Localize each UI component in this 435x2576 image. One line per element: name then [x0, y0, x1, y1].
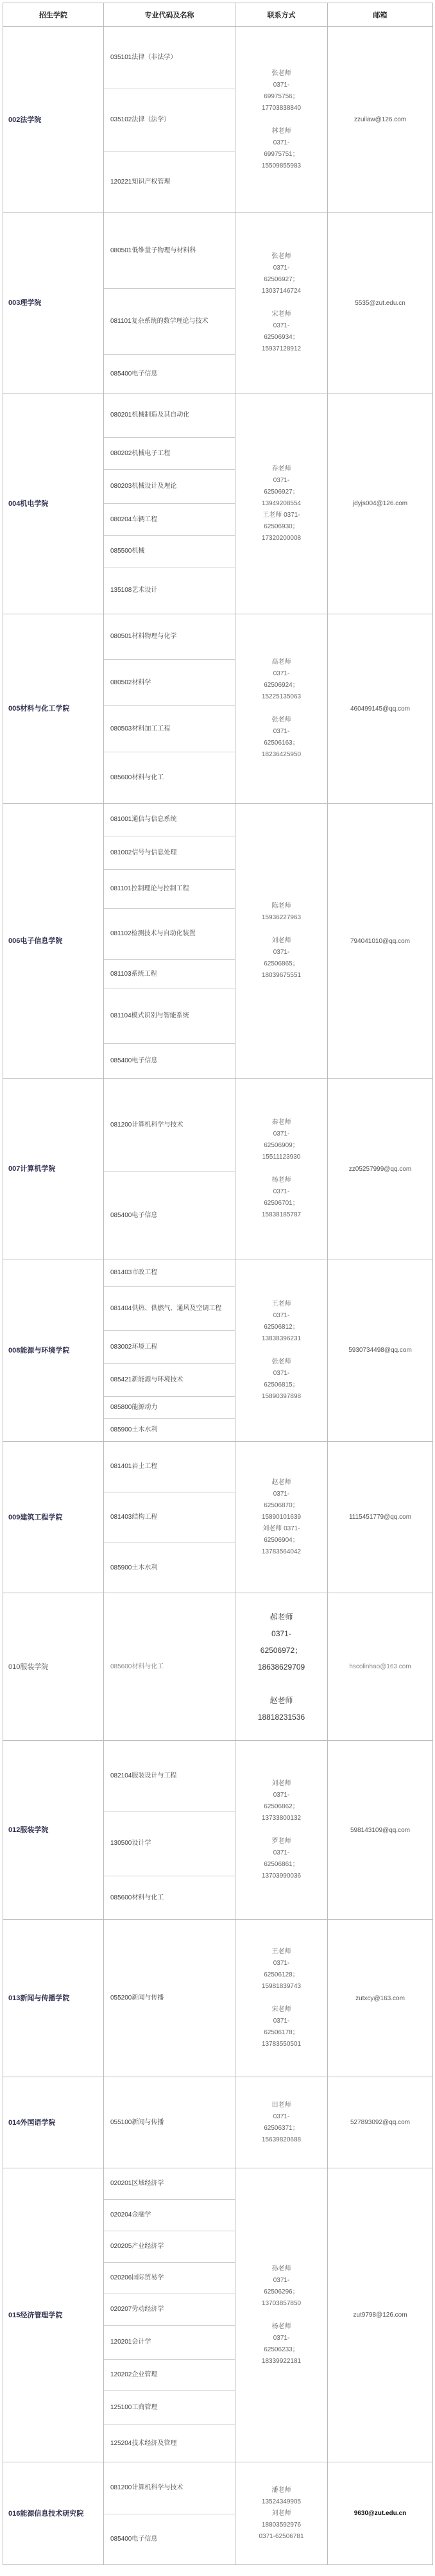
- program-list: [104, 1593, 235, 1740]
- table-row: [3, 393, 433, 614]
- table-row: [3, 614, 433, 804]
- admissions-table: [3, 3, 433, 2565]
- college-cell: 015经济管理学院: [3, 2168, 104, 2462]
- program-item: 085600材料与化工: [110, 774, 164, 781]
- program-item: 081403市政工程: [104, 1259, 235, 1287]
- program-cell: [104, 1593, 235, 1741]
- program-item: 085600材料与化工: [110, 1894, 164, 1901]
- program-item: 020204金融学: [104, 2200, 235, 2231]
- program-item: 083002环境工程: [104, 1331, 235, 1364]
- program-cell: [104, 2077, 235, 2168]
- college-cell: 005材料与化工学院: [3, 614, 104, 804]
- table-row: [3, 1079, 433, 1259]
- program-item: 081401岩土工程: [104, 1442, 235, 1492]
- program-cell: [104, 213, 235, 393]
- program-cell: [104, 1079, 235, 1259]
- contact-cell: 刘老师 0371- 62506862； 13733800132 罗老师 0371- 62506861； 13703990036: [235, 1741, 328, 1920]
- email-link[interactable]: zz05257999@qq.com: [328, 1079, 433, 1259]
- program-item: 080204车辆工程: [104, 504, 235, 536]
- header-contact: 联系方式: [235, 3, 328, 27]
- contact-cell: 陈老师 15936227963 刘老师 0371- 62506865； 18039675551: [235, 804, 328, 1079]
- email-link[interactable]: 5535@zut.edu.cn: [328, 213, 433, 393]
- program-item: 130500设计学: [104, 1811, 235, 1876]
- college-cell: 012服装学院: [3, 1741, 104, 1920]
- email-link[interactable]: zutxcy@163.com: [328, 1920, 433, 2077]
- program-item: 085400电子信息: [110, 2536, 158, 2543]
- college-cell: 010服装学院: [3, 1593, 104, 1741]
- program-list: [104, 1079, 235, 1259]
- college-cell: 016能源信息技术研究院: [3, 2462, 104, 2565]
- program-item: 081001通信与信息系统: [104, 804, 235, 836]
- program-list: [104, 1741, 235, 1919]
- program-item: 085400电子信息: [110, 370, 158, 377]
- header-email: 邮箱: [328, 3, 433, 27]
- program-item: 080203机械设计及理论: [104, 470, 235, 504]
- program-item: 085421新能源与环境技术: [104, 1364, 235, 1397]
- program-item: 020206国际贸易学: [104, 2263, 235, 2294]
- email-link[interactable]: 1115451779@qq.com: [328, 1442, 433, 1593]
- email-link[interactable]: 9630@zut.edu.cn: [328, 2462, 433, 2565]
- header-program: 专业代码及名称: [104, 3, 235, 27]
- email-link[interactable]: zzuilaw@126.com: [328, 27, 433, 213]
- program-list: [104, 27, 235, 212]
- program-list: [104, 2168, 235, 2462]
- program-item: 120201会计学: [104, 2326, 235, 2360]
- table-body: [3, 27, 433, 2565]
- program-item: 081102检测技术与自动化装置: [104, 909, 235, 960]
- program-item: 080502材料学: [104, 660, 235, 706]
- contact-cell: 郝老师 0371- 62506972； 18638629709 赵老师 18818231536: [235, 1593, 328, 1741]
- program-cell: [104, 1442, 235, 1593]
- program-item: 055200新闻与传播: [110, 1994, 164, 2001]
- program-item: 085900土木水利: [110, 1426, 158, 1433]
- program-item: 125100工商管理: [104, 2391, 235, 2425]
- program-item: 081404供热、供燃气、通风及空调工程: [104, 1287, 235, 1331]
- program-item: 020201区域经济学: [104, 2168, 235, 2200]
- program-list: [104, 1259, 235, 1441]
- program-list: [104, 213, 235, 393]
- program-item: 081101控制理论与控制工程: [104, 870, 235, 909]
- college-cell: 004机电学院: [3, 393, 104, 614]
- email-link[interactable]: 794041010@qq.com: [328, 804, 433, 1079]
- program-cell: [104, 27, 235, 213]
- table-row: [3, 804, 433, 1079]
- program-cell: [104, 393, 235, 614]
- contact-cell: 孙老师 0371- 62506296； 13703857850 杨老师 0371- 62506233； 18339922181: [235, 2168, 328, 2462]
- program-item: 020205产业经济学: [104, 2231, 235, 2263]
- program-cell: [104, 1741, 235, 1920]
- program-cell: [104, 2462, 235, 2565]
- program-item: 020207劳动经济学: [104, 2294, 235, 2326]
- program-list: [104, 1920, 235, 2077]
- program-item: 085400电子信息: [110, 1211, 158, 1219]
- program-item: 080201机械制造及其自动化: [104, 393, 235, 438]
- program-cell: [104, 2168, 235, 2462]
- college-cell: 003理学院: [3, 213, 104, 393]
- email-link[interactable]: zut9798@126.com: [328, 2168, 433, 2462]
- program-item: 080503材料加工工程: [104, 706, 235, 752]
- program-cell: [104, 614, 235, 804]
- program-list: [104, 1442, 235, 1593]
- table-row: [3, 1259, 433, 1442]
- email-link[interactable]: 527893092@qq.com: [328, 2077, 433, 2168]
- table-row: [3, 2462, 433, 2565]
- college-cell: 007计算机学院: [3, 1079, 104, 1259]
- program-item: 120202企业管理: [104, 2360, 235, 2391]
- contact-cell: 张老师 0371- 69975756； 17703838840 林老师 0371- 69975751； 15509855983: [235, 27, 328, 213]
- contact-cell: 秦老师 0371- 62506909； 15511123930 杨老师 0371- 62506701； 15838185787: [235, 1079, 328, 1259]
- contact-cell: 田老师 0371- 62506371； 15639820688: [235, 2077, 328, 2168]
- contact-cell: 王老师 0371- 62506812； 13838396231 张老师 0371- 62506815； 15890397898: [235, 1259, 328, 1442]
- program-cell: [104, 1920, 235, 2077]
- contact-cell: 赵老师 0371- 62506870； 15890101639 刘老师 0371- 62506904； 13783564042: [235, 1442, 328, 1593]
- program-item: 080501材料物理与化学: [104, 614, 235, 660]
- contact-cell: 高老师 0371- 62506924； 15225135063 张老师 0371- 62506163； 18236425950: [235, 614, 328, 804]
- program-item: 081101复杂系统的数学理论与技术: [104, 289, 235, 355]
- program-cell: [104, 1259, 235, 1442]
- header-college: 招生学院: [3, 3, 104, 27]
- program-item: 125204技术经济及管理: [110, 2439, 177, 2447]
- program-item: 081403结构工程: [104, 1492, 235, 1543]
- email-link[interactable]: 460499145@qq.com: [328, 614, 433, 804]
- program-item: 082104服装设计与工程: [104, 1741, 235, 1811]
- program-list: [104, 804, 235, 1078]
- program-item: 085400电子信息: [110, 1057, 158, 1064]
- table-row: [3, 1920, 433, 2077]
- college-cell: 009建筑工程学院: [3, 1442, 104, 1593]
- program-item: 085500机械: [104, 536, 235, 567]
- program-item: 035102法律（法学）: [104, 89, 235, 151]
- table-row: [3, 2168, 433, 2462]
- program-item: 081002信号与信息处理: [104, 836, 235, 870]
- program-item: 035101法律（非法学）: [104, 27, 235, 89]
- table-row: [3, 213, 433, 393]
- email-link[interactable]: 598143109@qq.com: [328, 1741, 433, 1920]
- table-row: [3, 27, 433, 213]
- college-cell: 006电子信息学院: [3, 804, 104, 1079]
- college-cell: 014外国语学院: [3, 2077, 104, 2168]
- program-item: 081104模式识别与智能系统: [104, 989, 235, 1044]
- program-item: 120221知识产权管理: [110, 178, 171, 186]
- table-row: [3, 1442, 433, 1593]
- program-list: [104, 614, 235, 803]
- program-list: [104, 2462, 235, 2564]
- email-link[interactable]: hscolinhao@163.com: [328, 1593, 433, 1741]
- program-list: [104, 2077, 235, 2168]
- contact-cell: 潘老师 13524349905 刘老师 18803592976 0371-62506781: [235, 2462, 328, 2565]
- program-item: 085600材料与化工: [110, 1663, 164, 1670]
- email-link[interactable]: 5930734498@qq.com: [328, 1259, 433, 1442]
- contact-cell: 王老师 0371- 62506128； 15981839743 宋老师 0371- 62506178； 13783550501: [235, 1920, 328, 2077]
- contact-cell: 乔老师 0371- 62506927； 13949208554 王老师 0371- 62506930； 17320200008: [235, 393, 328, 614]
- college-cell: 008能源与环境学院: [3, 1259, 104, 1442]
- program-item: 081200计算机科学与技术: [104, 1079, 235, 1172]
- program-item: 055100新闻与传播: [110, 2118, 164, 2126]
- program-item: 085800能源动力: [104, 1397, 235, 1419]
- program-item: 080501低维量子物理与材料科: [104, 213, 235, 289]
- program-item: 080202机械电子工程: [104, 438, 235, 470]
- contact-cell: 张老师 0371- 62506927； 13037146724 宋老师 0371- 62506934； 15937128912: [235, 213, 328, 393]
- college-cell: 002法学院: [3, 27, 104, 213]
- table-row: [3, 2077, 433, 2168]
- college-cell: 013新闻与传播学院: [3, 1920, 104, 2077]
- table-header-row: [3, 3, 433, 27]
- program-list: [104, 393, 235, 614]
- email-link[interactable]: jdyjs004@126.com: [328, 393, 433, 614]
- program-item: 085900土木水利: [110, 1564, 158, 1571]
- program-item: 081103系统工程: [104, 960, 235, 989]
- table-row: [3, 1741, 433, 1920]
- program-item: 081200计算机科学与技术: [104, 2462, 235, 2514]
- program-item: 135108艺术设计: [110, 587, 158, 594]
- table-row: [3, 1593, 433, 1741]
- program-cell: [104, 804, 235, 1079]
